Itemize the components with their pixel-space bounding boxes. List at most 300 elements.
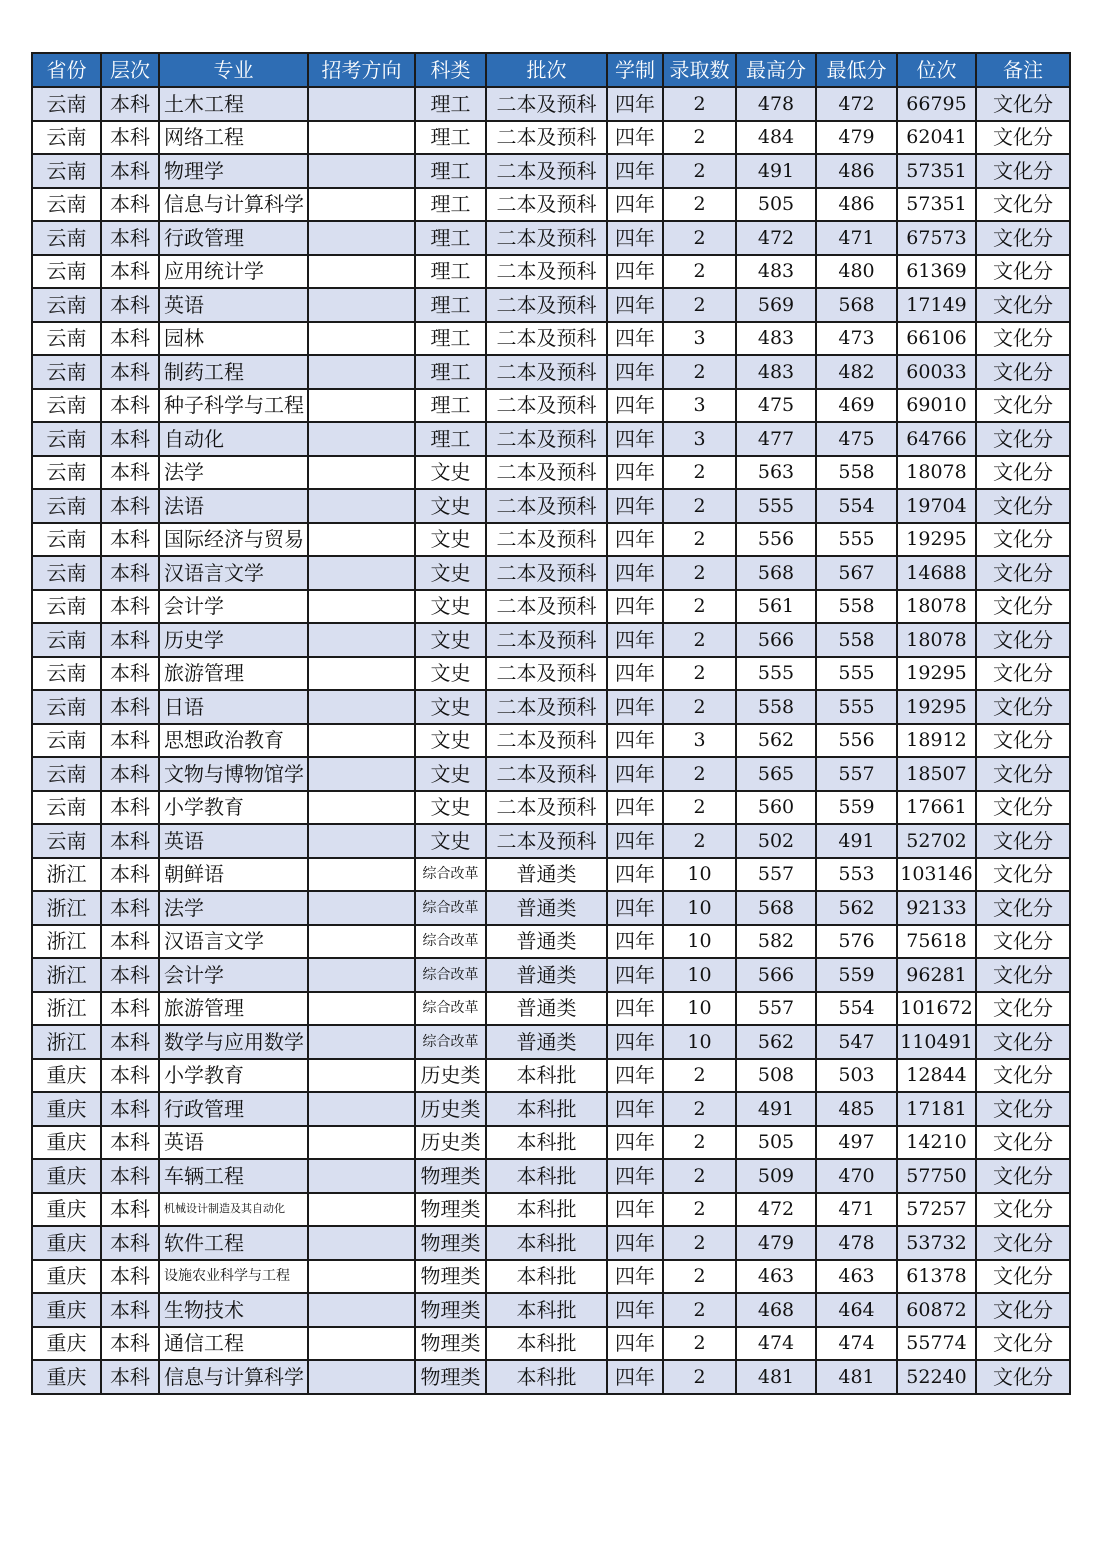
cell-rank: 18078 (897, 590, 976, 624)
cell-duration: 四年 (607, 1025, 663, 1059)
cell-duration: 四年 (607, 489, 663, 523)
cell-duration: 四年 (607, 1159, 663, 1193)
cell-duration: 四年 (607, 925, 663, 959)
cell-province: 重庆 (32, 1293, 101, 1327)
cell-remark: 文化分 (976, 958, 1070, 992)
cell-rank: 57351 (897, 188, 976, 222)
cell-level: 本科 (101, 1193, 159, 1227)
cell-level: 本科 (101, 154, 159, 188)
cell-admitted-count: 2 (663, 87, 736, 121)
cell-subject-type: 理工 (415, 221, 486, 255)
table-row (32, 288, 1070, 322)
cell-major: 网络工程 (159, 121, 308, 155)
cell-rank: 64766 (897, 422, 976, 456)
cell-min-score: 482 (816, 355, 897, 389)
cell-duration: 四年 (607, 288, 663, 322)
cell-remark: 文化分 (976, 556, 1070, 590)
table-row (32, 891, 1070, 925)
cell-remark: 文化分 (976, 422, 1070, 456)
cell-min-score: 472 (816, 87, 897, 121)
cell-subject-type: 物理类 (415, 1226, 486, 1260)
cell-level: 本科 (101, 1092, 159, 1126)
cell-subject-type: 文史 (415, 456, 486, 490)
cell-batch: 二本及预科 (486, 188, 607, 222)
cell-province: 浙江 (32, 891, 101, 925)
cell-province: 云南 (32, 322, 101, 356)
cell-province: 重庆 (32, 1260, 101, 1294)
cell-batch: 二本及预科 (486, 590, 607, 624)
cell-batch: 二本及预科 (486, 221, 607, 255)
cell-admitted-count: 2 (663, 355, 736, 389)
cell-remark: 文化分 (976, 1193, 1070, 1227)
cell-major: 法学 (159, 891, 308, 925)
cell-subject-type: 文史 (415, 590, 486, 624)
cell-direction (308, 355, 415, 389)
cell-rank: 12844 (897, 1059, 976, 1093)
cell-min-score: 555 (816, 523, 897, 557)
table-row (32, 523, 1070, 557)
cell-major: 制药工程 (159, 355, 308, 389)
cell-min-score: 503 (816, 1059, 897, 1093)
cell-batch: 二本及预科 (486, 255, 607, 289)
cell-rank: 60872 (897, 1293, 976, 1327)
cell-admitted-count: 2 (663, 154, 736, 188)
table-row (32, 422, 1070, 456)
column-header-duration: 学制 (607, 53, 663, 87)
cell-duration: 四年 (607, 1193, 663, 1227)
cell-direction (308, 623, 415, 657)
cell-admitted-count: 10 (663, 925, 736, 959)
cell-batch: 二本及预科 (486, 87, 607, 121)
cell-admitted-count: 2 (663, 556, 736, 590)
cell-rank: 75618 (897, 925, 976, 959)
cell-province: 重庆 (32, 1159, 101, 1193)
cell-max-score: 557 (736, 992, 816, 1026)
cell-duration: 四年 (607, 355, 663, 389)
cell-major: 思想政治教育 (159, 724, 308, 758)
table-row (32, 690, 1070, 724)
cell-rank: 60033 (897, 355, 976, 389)
cell-min-score: 486 (816, 154, 897, 188)
cell-duration: 四年 (607, 858, 663, 892)
cell-batch: 本科批 (486, 1327, 607, 1361)
cell-min-score: 558 (816, 590, 897, 624)
cell-max-score: 563 (736, 456, 816, 490)
cell-major: 土木工程 (159, 87, 308, 121)
cell-duration: 四年 (607, 724, 663, 758)
cell-batch: 本科批 (486, 1159, 607, 1193)
cell-rank: 96281 (897, 958, 976, 992)
cell-major: 软件工程 (159, 1226, 308, 1260)
cell-duration: 四年 (607, 757, 663, 791)
cell-batch: 本科批 (486, 1360, 607, 1394)
cell-rank: 66106 (897, 322, 976, 356)
cell-major: 会计学 (159, 958, 308, 992)
cell-subject-type: 文史 (415, 757, 486, 791)
cell-duration: 四年 (607, 188, 663, 222)
cell-batch: 二本及预科 (486, 690, 607, 724)
cell-admitted-count: 2 (663, 1059, 736, 1093)
column-header-remark: 备注 (976, 53, 1070, 87)
cell-remark: 文化分 (976, 824, 1070, 858)
cell-level: 本科 (101, 1025, 159, 1059)
cell-province: 重庆 (32, 1193, 101, 1227)
cell-batch: 二本及预科 (486, 355, 607, 389)
cell-admitted-count: 2 (663, 657, 736, 691)
cell-subject-type: 文史 (415, 523, 486, 557)
cell-min-score: 558 (816, 623, 897, 657)
cell-province: 云南 (32, 355, 101, 389)
cell-min-score: 568 (816, 288, 897, 322)
cell-batch: 二本及预科 (486, 422, 607, 456)
cell-duration: 四年 (607, 389, 663, 423)
cell-min-score: 556 (816, 724, 897, 758)
cell-duration: 四年 (607, 824, 663, 858)
cell-batch: 普通类 (486, 1025, 607, 1059)
cell-remark: 文化分 (976, 1126, 1070, 1160)
cell-min-score: 469 (816, 389, 897, 423)
cell-admitted-count: 2 (663, 288, 736, 322)
cell-duration: 四年 (607, 154, 663, 188)
cell-remark: 文化分 (976, 221, 1070, 255)
cell-major: 国际经济与贸易 (159, 523, 308, 557)
cell-min-score: 491 (816, 824, 897, 858)
cell-subject-type: 文史 (415, 556, 486, 590)
cell-rank: 14210 (897, 1126, 976, 1160)
cell-direction (308, 1327, 415, 1361)
cell-admitted-count: 3 (663, 422, 736, 456)
cell-major: 通信工程 (159, 1327, 308, 1361)
table-row (32, 992, 1070, 1026)
cell-remark: 文化分 (976, 288, 1070, 322)
cell-province: 云南 (32, 657, 101, 691)
cell-batch: 普通类 (486, 858, 607, 892)
cell-direction (308, 1126, 415, 1160)
cell-direction (308, 992, 415, 1026)
cell-direction (308, 657, 415, 691)
cell-major: 园林 (159, 322, 308, 356)
cell-remark: 文化分 (976, 1059, 1070, 1093)
cell-rank: 69010 (897, 389, 976, 423)
cell-province: 云南 (32, 791, 101, 825)
cell-direction (308, 489, 415, 523)
cell-direction (308, 121, 415, 155)
cell-max-score: 472 (736, 221, 816, 255)
table-row (32, 590, 1070, 624)
cell-min-score: 547 (816, 1025, 897, 1059)
cell-subject-type: 历史类 (415, 1059, 486, 1093)
cell-min-score: 559 (816, 791, 897, 825)
cell-major: 汉语言文学 (159, 556, 308, 590)
cell-direction (308, 891, 415, 925)
cell-duration: 四年 (607, 891, 663, 925)
cell-min-score: 559 (816, 958, 897, 992)
cell-duration: 四年 (607, 1360, 663, 1394)
cell-duration: 四年 (607, 255, 663, 289)
cell-rank: 57750 (897, 1159, 976, 1193)
cell-province: 云南 (32, 87, 101, 121)
table-row (32, 489, 1070, 523)
cell-major: 物理学 (159, 154, 308, 188)
column-header-province: 省份 (32, 53, 101, 87)
cell-max-score: 568 (736, 556, 816, 590)
cell-admitted-count: 2 (663, 1193, 736, 1227)
cell-subject-type: 物理类 (415, 1293, 486, 1327)
cell-direction (308, 389, 415, 423)
table-row (32, 724, 1070, 758)
cell-subject-type: 理工 (415, 255, 486, 289)
cell-min-score: 463 (816, 1260, 897, 1294)
cell-batch: 二本及预科 (486, 389, 607, 423)
cell-level: 本科 (101, 724, 159, 758)
cell-subject-type: 物理类 (415, 1159, 486, 1193)
cell-level: 本科 (101, 87, 159, 121)
column-header-rank: 位次 (897, 53, 976, 87)
cell-batch: 本科批 (486, 1193, 607, 1227)
cell-level: 本科 (101, 690, 159, 724)
column-header-batch: 批次 (486, 53, 607, 87)
cell-remark: 文化分 (976, 1260, 1070, 1294)
cell-max-score: 562 (736, 1025, 816, 1059)
table-header-row (32, 53, 1070, 87)
cell-major: 应用统计学 (159, 255, 308, 289)
cell-batch: 二本及预科 (486, 489, 607, 523)
cell-max-score: 509 (736, 1159, 816, 1193)
cell-major: 旅游管理 (159, 657, 308, 691)
cell-rank: 62041 (897, 121, 976, 155)
cell-remark: 文化分 (976, 623, 1070, 657)
cell-remark: 文化分 (976, 891, 1070, 925)
cell-rank: 61369 (897, 255, 976, 289)
cell-direction (308, 1193, 415, 1227)
cell-direction (308, 1059, 415, 1093)
cell-level: 本科 (101, 958, 159, 992)
cell-rank: 103146 (897, 858, 976, 892)
cell-level: 本科 (101, 657, 159, 691)
cell-duration: 四年 (607, 1092, 663, 1126)
cell-remark: 文化分 (976, 489, 1070, 523)
cell-direction (308, 154, 415, 188)
cell-rank: 52240 (897, 1360, 976, 1394)
cell-remark: 文化分 (976, 992, 1070, 1026)
cell-min-score: 480 (816, 255, 897, 289)
cell-min-score: 576 (816, 925, 897, 959)
column-header-level: 层次 (101, 53, 159, 87)
cell-remark: 文化分 (976, 1360, 1070, 1394)
cell-direction (308, 824, 415, 858)
cell-batch: 本科批 (486, 1260, 607, 1294)
cell-level: 本科 (101, 791, 159, 825)
cell-max-score: 555 (736, 657, 816, 691)
table-row (32, 623, 1070, 657)
cell-level: 本科 (101, 1059, 159, 1093)
cell-batch: 本科批 (486, 1059, 607, 1093)
cell-duration: 四年 (607, 1226, 663, 1260)
cell-admitted-count: 3 (663, 724, 736, 758)
cell-remark: 文化分 (976, 657, 1070, 691)
cell-min-score: 464 (816, 1293, 897, 1327)
cell-subject-type: 综合改革 (415, 925, 486, 959)
cell-batch: 二本及预科 (486, 757, 607, 791)
cell-province: 重庆 (32, 1226, 101, 1260)
cell-duration: 四年 (607, 87, 663, 121)
cell-major: 朝鲜语 (159, 858, 308, 892)
cell-batch: 二本及预科 (486, 121, 607, 155)
cell-major: 汉语言文学 (159, 925, 308, 959)
cell-major: 日语 (159, 690, 308, 724)
cell-level: 本科 (101, 188, 159, 222)
cell-min-score: 553 (816, 858, 897, 892)
cell-max-score: 556 (736, 523, 816, 557)
cell-subject-type: 文史 (415, 489, 486, 523)
cell-level: 本科 (101, 1360, 159, 1394)
cell-level: 本科 (101, 255, 159, 289)
cell-max-score: 479 (736, 1226, 816, 1260)
cell-remark: 文化分 (976, 590, 1070, 624)
cell-province: 云南 (32, 590, 101, 624)
cell-rank: 67573 (897, 221, 976, 255)
cell-direction (308, 322, 415, 356)
cell-min-score: 557 (816, 757, 897, 791)
table-row (32, 1327, 1070, 1361)
cell-min-score: 471 (816, 221, 897, 255)
column-header-min-score: 最低分 (816, 53, 897, 87)
cell-max-score: 472 (736, 1193, 816, 1227)
cell-subject-type: 理工 (415, 87, 486, 121)
cell-major: 小学教育 (159, 791, 308, 825)
cell-province: 云南 (32, 121, 101, 155)
cell-major: 行政管理 (159, 1092, 308, 1126)
cell-subject-type: 文史 (415, 690, 486, 724)
cell-rank: 18912 (897, 724, 976, 758)
cell-direction (308, 288, 415, 322)
cell-level: 本科 (101, 456, 159, 490)
cell-rank: 18078 (897, 456, 976, 490)
table-row (32, 221, 1070, 255)
cell-level: 本科 (101, 389, 159, 423)
cell-max-score: 582 (736, 925, 816, 959)
cell-major: 行政管理 (159, 221, 308, 255)
table-row (32, 657, 1070, 691)
column-header-major: 专业 (159, 53, 308, 87)
cell-min-score: 554 (816, 489, 897, 523)
cell-batch: 二本及预科 (486, 322, 607, 356)
table-row (32, 1260, 1070, 1294)
cell-province: 云南 (32, 623, 101, 657)
cell-min-score: 485 (816, 1092, 897, 1126)
cell-major: 英语 (159, 824, 308, 858)
cell-admitted-count: 2 (663, 791, 736, 825)
cell-rank: 57351 (897, 154, 976, 188)
cell-remark: 文化分 (976, 1293, 1070, 1327)
cell-min-score: 475 (816, 422, 897, 456)
cell-subject-type: 文史 (415, 623, 486, 657)
cell-admitted-count: 2 (663, 1327, 736, 1361)
cell-batch: 二本及预科 (486, 288, 607, 322)
cell-admitted-count: 2 (663, 1360, 736, 1394)
cell-province: 重庆 (32, 1360, 101, 1394)
table-row (32, 757, 1070, 791)
cell-admitted-count: 2 (663, 1126, 736, 1160)
cell-direction (308, 925, 415, 959)
cell-admitted-count: 2 (663, 1092, 736, 1126)
cell-subject-type: 文史 (415, 657, 486, 691)
cell-subject-type: 综合改革 (415, 858, 486, 892)
table-row (32, 1159, 1070, 1193)
table-row (32, 925, 1070, 959)
cell-min-score: 554 (816, 992, 897, 1026)
table-row (32, 858, 1070, 892)
cell-duration: 四年 (607, 791, 663, 825)
cell-rank: 55774 (897, 1327, 976, 1361)
cell-max-score: 566 (736, 623, 816, 657)
cell-remark: 文化分 (976, 757, 1070, 791)
cell-remark: 文化分 (976, 154, 1070, 188)
cell-province: 云南 (32, 255, 101, 289)
cell-level: 本科 (101, 1260, 159, 1294)
cell-level: 本科 (101, 891, 159, 925)
cell-rank: 53732 (897, 1226, 976, 1260)
cell-rank: 110491 (897, 1025, 976, 1059)
cell-direction (308, 456, 415, 490)
cell-remark: 文化分 (976, 1025, 1070, 1059)
cell-duration: 四年 (607, 1126, 663, 1160)
cell-min-score: 473 (816, 322, 897, 356)
cell-admitted-count: 2 (663, 623, 736, 657)
cell-direction (308, 858, 415, 892)
cell-max-score: 558 (736, 690, 816, 724)
cell-major: 小学教育 (159, 1059, 308, 1093)
table-row (32, 791, 1070, 825)
cell-max-score: 474 (736, 1327, 816, 1361)
cell-subject-type: 理工 (415, 288, 486, 322)
cell-direction (308, 690, 415, 724)
cell-batch: 二本及预科 (486, 623, 607, 657)
cell-direction (308, 1260, 415, 1294)
cell-rank: 92133 (897, 891, 976, 925)
cell-major: 会计学 (159, 590, 308, 624)
cell-direction (308, 1293, 415, 1327)
cell-subject-type: 综合改革 (415, 992, 486, 1026)
cell-direction (308, 958, 415, 992)
cell-admitted-count: 2 (663, 221, 736, 255)
cell-province: 云南 (32, 288, 101, 322)
cell-min-score: 555 (816, 657, 897, 691)
cell-province: 云南 (32, 556, 101, 590)
table-row (32, 1025, 1070, 1059)
cell-duration: 四年 (607, 1059, 663, 1093)
cell-province: 重庆 (32, 1092, 101, 1126)
cell-duration: 四年 (607, 590, 663, 624)
cell-remark: 文化分 (976, 690, 1070, 724)
cell-level: 本科 (101, 858, 159, 892)
table-row (32, 322, 1070, 356)
cell-duration: 四年 (607, 657, 663, 691)
cell-direction (308, 221, 415, 255)
cell-duration: 四年 (607, 121, 663, 155)
cell-rank: 66795 (897, 87, 976, 121)
cell-admitted-count: 2 (663, 1226, 736, 1260)
cell-level: 本科 (101, 757, 159, 791)
cell-subject-type: 理工 (415, 154, 486, 188)
cell-remark: 文化分 (976, 255, 1070, 289)
cell-major: 旅游管理 (159, 992, 308, 1026)
cell-duration: 四年 (607, 1293, 663, 1327)
cell-admitted-count: 2 (663, 1260, 736, 1294)
cell-duration: 四年 (607, 523, 663, 557)
cell-admitted-count: 10 (663, 992, 736, 1026)
cell-level: 本科 (101, 1226, 159, 1260)
